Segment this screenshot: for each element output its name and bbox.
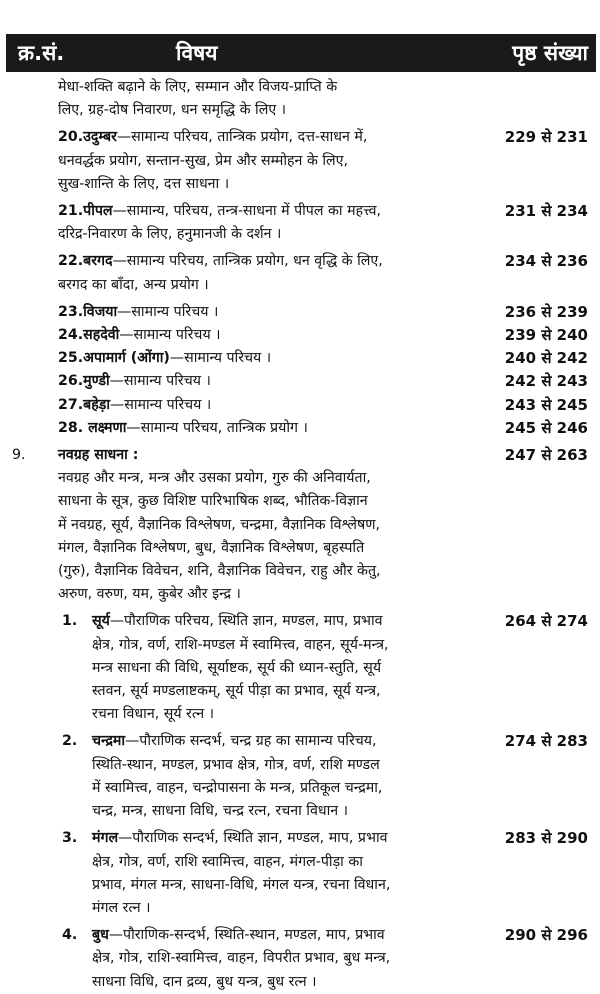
entry-line: मंगल, वैज्ञानिक विश्लेषण, बुध, वैज्ञानिक विश्लेषण, बृहस्पति [58,539,365,556]
entry-title: 27.बहेड़ा [58,396,111,413]
page-range: 290 से 296 [504,926,588,945]
entry-line: नवग्रह और मन्त्र, मन्त्र और उसका प्रयोग, गुरु की अनिवार्यता, [58,470,371,487]
page-range: 283 से 290 [504,829,588,848]
entry-line: स्तवन, सूर्य मण्डलाष्टकम्, सूर्य पीड़ा का प्रभाव, सूर्य यन्त्र, [92,683,381,700]
entry-line: मेधा-शक्ति बढ़ाने के लिए, सम्मान और विजय-प्राप्ति के [58,79,338,95]
list-item [0,924,600,994]
entry-line: साधना विधि, दान द्रव्य, बुध यन्त्र, बुध रत्न । [92,973,317,990]
section-item [0,444,600,606]
page-range: 239 से 240 [504,326,588,345]
list-item [0,370,600,393]
entry-title: बुध [92,927,109,944]
entry-title: सूर्य [92,613,110,630]
list-item [0,730,600,823]
entry-line: —सामान्य परिचय । [169,350,272,367]
page-range: 264 से 274 [504,612,588,631]
list-item [0,250,600,296]
entry-line: साधना के सूत्र, कुछ विशिष्ट पारिभाषिक शब्द, भौतिक-विज्ञान [58,493,368,510]
entry-title: 26.मुण्डी [58,373,110,390]
page-range: 274 से 283 [504,732,588,751]
entry-line: बरगद का बाँदा, अन्य प्रयोग । [58,276,209,293]
list-item [0,610,600,726]
entry-title: मंगल [92,830,119,847]
entry-title: 24.सहदेवी [58,327,120,344]
page-range: 236 से 239 [504,302,588,321]
sub-number: 4. [62,927,78,944]
entry-line: —सामान्य परिचय । [109,373,211,390]
entry-line: —सामान्य परिचय । [119,327,221,344]
entry-title: चन्द्रमा [92,733,126,750]
entry-title: 25.अपामार्ग (ओंगा) [58,350,170,367]
page-range: 243 से 245 [504,395,588,414]
entry-line: —सामान्य परिचय । [110,396,212,413]
entry-line: —पौराणिक-सन्दर्भ, स्थिति-स्थान, मण्डल, माप, प्रभाव [108,927,385,944]
entry-line: स्थिति-स्थान, मण्डल, प्रभाव क्षेत्र, गोत्र, वर्ण, राशि मण्डल [92,756,380,773]
page-range: 234 से 236 [504,252,588,271]
entry-line: अरुण, वरुण, यम, कुबेर और इन्द्र । [58,586,241,603]
page-range: 245 से 246 [504,418,588,437]
entry-line: —सामान्य परिचय, तान्त्रिक प्रयोग । [126,419,308,436]
entry-line: —सामान्य परिचय, तान्त्रिक प्रयोग, दत्त-साधन में, [116,129,368,146]
entry-line: —पौराणिक परिचय, स्थिति ज्ञान, मण्डल, माप, प्रभाव [109,613,383,630]
sub-number: 2. [62,733,78,750]
entry-line: —पौराणिक सन्दर्भ, स्थिति ज्ञान, मण्डल, माप, प्रभाव [118,830,388,847]
page-range: 229 से 231 [504,128,588,147]
entry-line: क्षेत्र, गोत्र, राशि-स्वामित्त्व, वाहन, विपरीत प्रभाव, बुध मन्त्र, [92,950,391,967]
header-page-number: पृष्ठ संख्या [512,41,588,65]
page-range: 240 से 242 [504,349,588,368]
entry-line: प्रभाव, मंगल मन्त्र, साधना-विधि, मंगल यन्त्र, रचना विधान, [92,876,391,893]
entry-line: सुख-शान्ति के लिए, दत्त साधना । [58,175,230,192]
list-item [0,324,600,347]
table-header [6,34,596,72]
entry-title: 23.विजया [58,303,118,320]
list-item [0,301,600,324]
page-range: 231 से 234 [504,202,588,221]
entry-line: —सामान्य परिचय । [117,303,219,320]
list-item [0,200,600,246]
list-item [0,394,600,417]
header-serial-number: क्र.सं. [18,41,65,65]
entry-line: धनवर्द्धक प्रयोग, सन्तान-सुख, प्रेम और सम्मोहन के लिए, [58,152,349,169]
list-item [0,76,600,122]
page-range: 242 से 243 [504,372,588,391]
list-item [0,827,600,920]
entry-title: 21.पीपल [58,203,113,220]
entry-line: में नवग्रह, सूर्य, वैज्ञानिक विश्लेषण, चन्द्रमा, वैज्ञानिक विश्लेषण, [58,516,380,533]
page-range: 247 से 263 [504,446,588,465]
contents-list [0,76,600,994]
entry-title: 28. लक्ष्मणा [58,419,127,436]
section-title: नवग्रह साधना : [58,447,139,464]
entry-line: में स्वामित्त्व, वाहन, चन्द्रोपासना के मन्त्र, प्रतिकूल चन्द्रमा, [92,779,383,796]
entry-line: चन्द्र, मन्त्र, साधना विधि, चन्द्र रत्न, रचना विधान । [92,803,349,820]
entry-line: मंगल रत्न । [92,899,151,916]
sub-number: 1. [62,613,78,630]
list-item [0,347,600,370]
section-number: 9. [12,447,26,464]
entry-line: मन्त्र साधना की विधि, सूर्याष्टक, सूर्य की ध्यान-स्तुति, सूर्य [92,659,382,676]
entry-line: दरिद्र-निवारण के लिए, हनुमानजी के दर्शन । [58,226,282,243]
entry-title: 20.उदुम्बर [58,129,117,146]
list-item [0,126,600,196]
entry-line: क्षेत्र, गोत्र, वर्ण, राशि स्वामित्त्व, वाहन, मंगल-पीड़ा का [92,853,363,870]
header-subject: विषय [176,41,218,65]
entry-line: —सामान्य परिचय, तान्त्रिक प्रयोग, धन वृद्धि के लिए, [112,253,383,270]
entry-title: 22.बरगद [58,253,113,270]
entry-line: (गुरु), वैज्ञानिक विवेचन, शनि, वैज्ञानिक विवेचन, राहु और केतु, [58,563,381,580]
sub-number: 3. [62,830,78,847]
list-item [0,417,600,440]
entry-line: लिए, ग्रह-दोष निवारण, धन समृद्धि के लिए । [58,102,287,119]
entry-line: —सामान्य, परिचय, तन्त्र-साधना में पीपल का महत्त्व, [112,203,381,220]
entry-line: —पौराणिक सन्दर्भ, चन्द्र ग्रह का सामान्य परिचय, [125,733,377,750]
entry-line: रचना विधान, सूर्य रत्न । [92,706,214,723]
entry-line: क्षेत्र, गोत्र, वर्ण, राशि-मण्डल में स्वामित्त्व, वाहन, सूर्य-मन्त्र, [92,636,389,653]
